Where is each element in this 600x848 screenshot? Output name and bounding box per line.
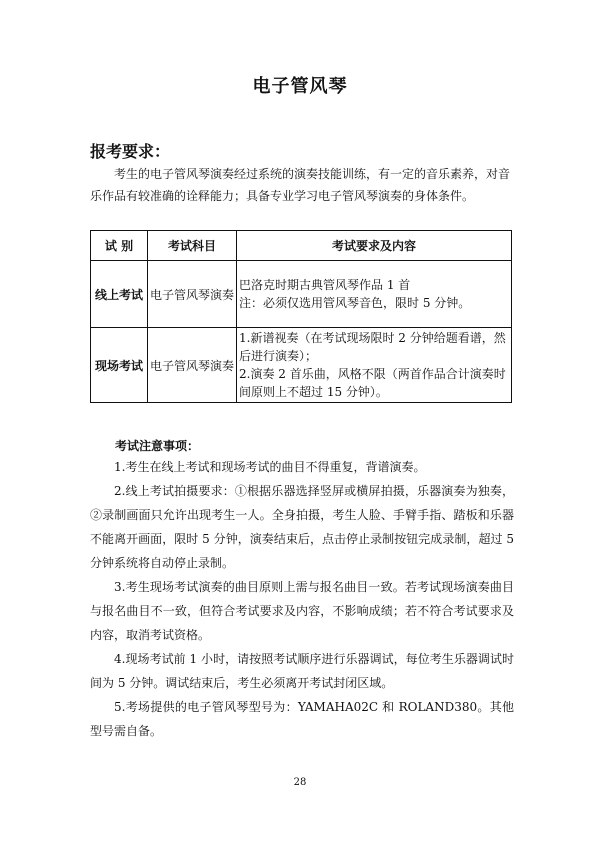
content-line: 注：必须仅选用管风琴音色，限时 5 分钟。 <box>239 296 471 310</box>
page-number: 28 <box>293 777 307 788</box>
notes-list <box>90 455 514 743</box>
list-item: 5.考场提供的电子管风琴型号为：YAMAHA02C 和 ROLAND380。其他型号需自备。 <box>90 700 514 738</box>
content-line: 2.演奏 2 首乐曲，风格不限（两首作品合计演奏时间原则上不超过 15 分钟）。 <box>239 367 506 399</box>
content-line: 巴洛克时期古典管风琴作品 1 首 <box>239 278 411 292</box>
exam-type-cell: 线上考试 <box>91 261 148 328</box>
requirements-heading: 报考要求： <box>90 142 171 161</box>
exam-type-cell: 现场考试 <box>91 328 148 403</box>
exam-subject-cell: 电子管风琴演奏 <box>148 261 237 328</box>
content-line: 1.新谱视奏（在考试现场限时 2 分钟给题看谱，然后进行演奏）； <box>239 331 506 363</box>
exam-table <box>90 230 512 403</box>
list-item: 3.考生现场考试演奏的曲目原则上需与报名曲目一致。若考试现场演奏曲目与报名曲目不一致，但符合考试要求及内容，不影响成绩；若不符合考试要求及内容，取消考试资格。 <box>90 580 514 642</box>
page-title: 电子管风琴 <box>252 76 348 97</box>
table-header-row <box>91 231 512 261</box>
notes-heading: 考试注意事项： <box>115 439 200 453</box>
header-exam-content: 考试要求及内容 <box>237 231 512 261</box>
header-exam-type: 试 别 <box>91 231 148 261</box>
table-row <box>91 261 512 328</box>
exam-content-cell <box>237 328 512 403</box>
list-item: 4.现场考试前 1 小时，请按照考试顺序进行乐器调试，每位考生乐器调试时间为 5 分钟。调试结束后，考生必须离开考试封闭区域。 <box>90 652 514 690</box>
exam-content-cell <box>237 261 512 328</box>
list-item: 1.考生在线上考试和现场考试的曲目不得重复，背谱演奏。 <box>114 460 426 474</box>
requirements-text: 考生的电子管风琴演奏经过系统的演奏技能训练，有一定的音乐素养，对音乐作品有较准确的诠释能力；具备专业学习电子管风琴演奏的身体条件。 <box>90 167 511 203</box>
list-item: 2.线上考试拍摄要求：①根据乐器选择竖屏或横屏拍摄，乐器演奏为独奏，②录制画面只允许出现考生一人。全身拍摄，考生人脸、手臂手指、踏板和乐器不能离开画面，限时 5 分钟，演奏结束后，点击停止录制按钮完成录制，超过 5 分钟系统将自动停止录制。 <box>90 484 514 570</box>
exam-subject-cell: 电子管风琴演奏 <box>148 328 237 403</box>
header-exam-subject: 考试科目 <box>148 231 237 261</box>
table-row <box>91 328 512 403</box>
